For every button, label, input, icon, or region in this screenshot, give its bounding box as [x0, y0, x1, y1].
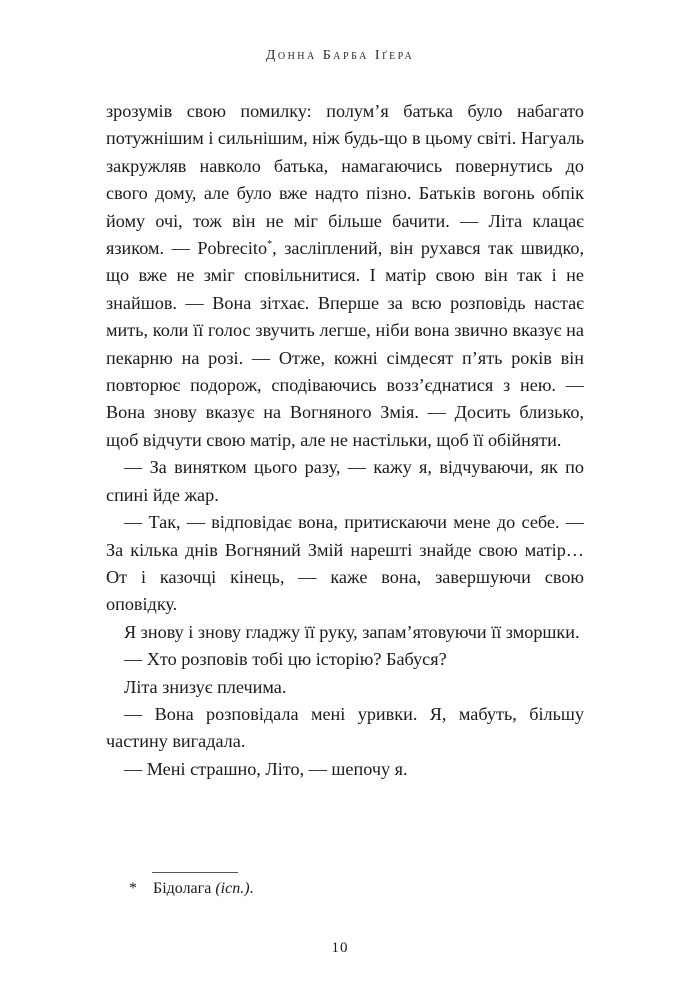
paragraph: — Мені страшно, Літо, — шепочу я.: [124, 758, 408, 779]
paragraph-text: зрозумів свою помилку: полум’я батька було набагато потужнішим і сильнішим, ніж будь-що в цьому світі. Нагуаль закружляв навколо батька, намагаючись повернутись до свого дому, але було вже надто пізно. Батьків вогонь обпік йому очі, тож він не міг більше бачити. — Літа клацає язиком. — Pobrecito: [106, 101, 584, 259]
page-number: 10: [331, 940, 349, 956]
paragraph: — За винятком цього разу, — кажу я, відчуваючи, як по спині йде жар.: [106, 457, 584, 505]
footnote-rule: [152, 872, 238, 873]
footnote-language-note: (ісп.): [215, 880, 250, 897]
paragraph: — Так, — відповідає вона, притискаючи мене до себе. — За кілька днів Вогняний Змій нарешті знайде свою матір… От і казочці кінець, — каже вона, завершуючи свою оповідку.: [106, 512, 584, 615]
paragraph: Я знову і знову гладжу її руку, запам’ятовуючи її зморшки.: [124, 621, 580, 642]
paragraph: Літа знизує плечима.: [124, 676, 287, 697]
paragraph: — Хто розповів тобі цю історію? Бабуся?: [124, 649, 447, 670]
paragraph-continued: [106, 98, 584, 454]
footnote-end: .: [249, 880, 254, 897]
footnote-text: Бідолага: [153, 880, 216, 897]
paragraph: — Вона розповідала мені уривки. Я, мабуть, більшу частину вигадала.: [106, 703, 584, 752]
paragraph-text: , засліплений, він рухався так швидко, що вже не зміг сповільнитися. І матір свою він так і не знайшов. — Вона зітхає. Вперше за всю розповідь настає мить, коли її голос звучить легше, ніби вона звично вказує на пекарню на розі. — Отже, кожні сімдесят п’ять років він повторює подорож, сподіваючись возз’єднатися з нею. — Вона знову вказує на Вогняного Змія. — Досить близько, щоб відчути свою матір, але не настільки, щоб її обійняти.: [106, 238, 584, 450]
footnote: [129, 878, 254, 900]
footnote-marker: *: [129, 880, 137, 897]
body-text: [106, 98, 584, 783]
running-head: Донна Барба Іґера: [265, 48, 415, 63]
footnote-reference: *: [267, 238, 273, 250]
